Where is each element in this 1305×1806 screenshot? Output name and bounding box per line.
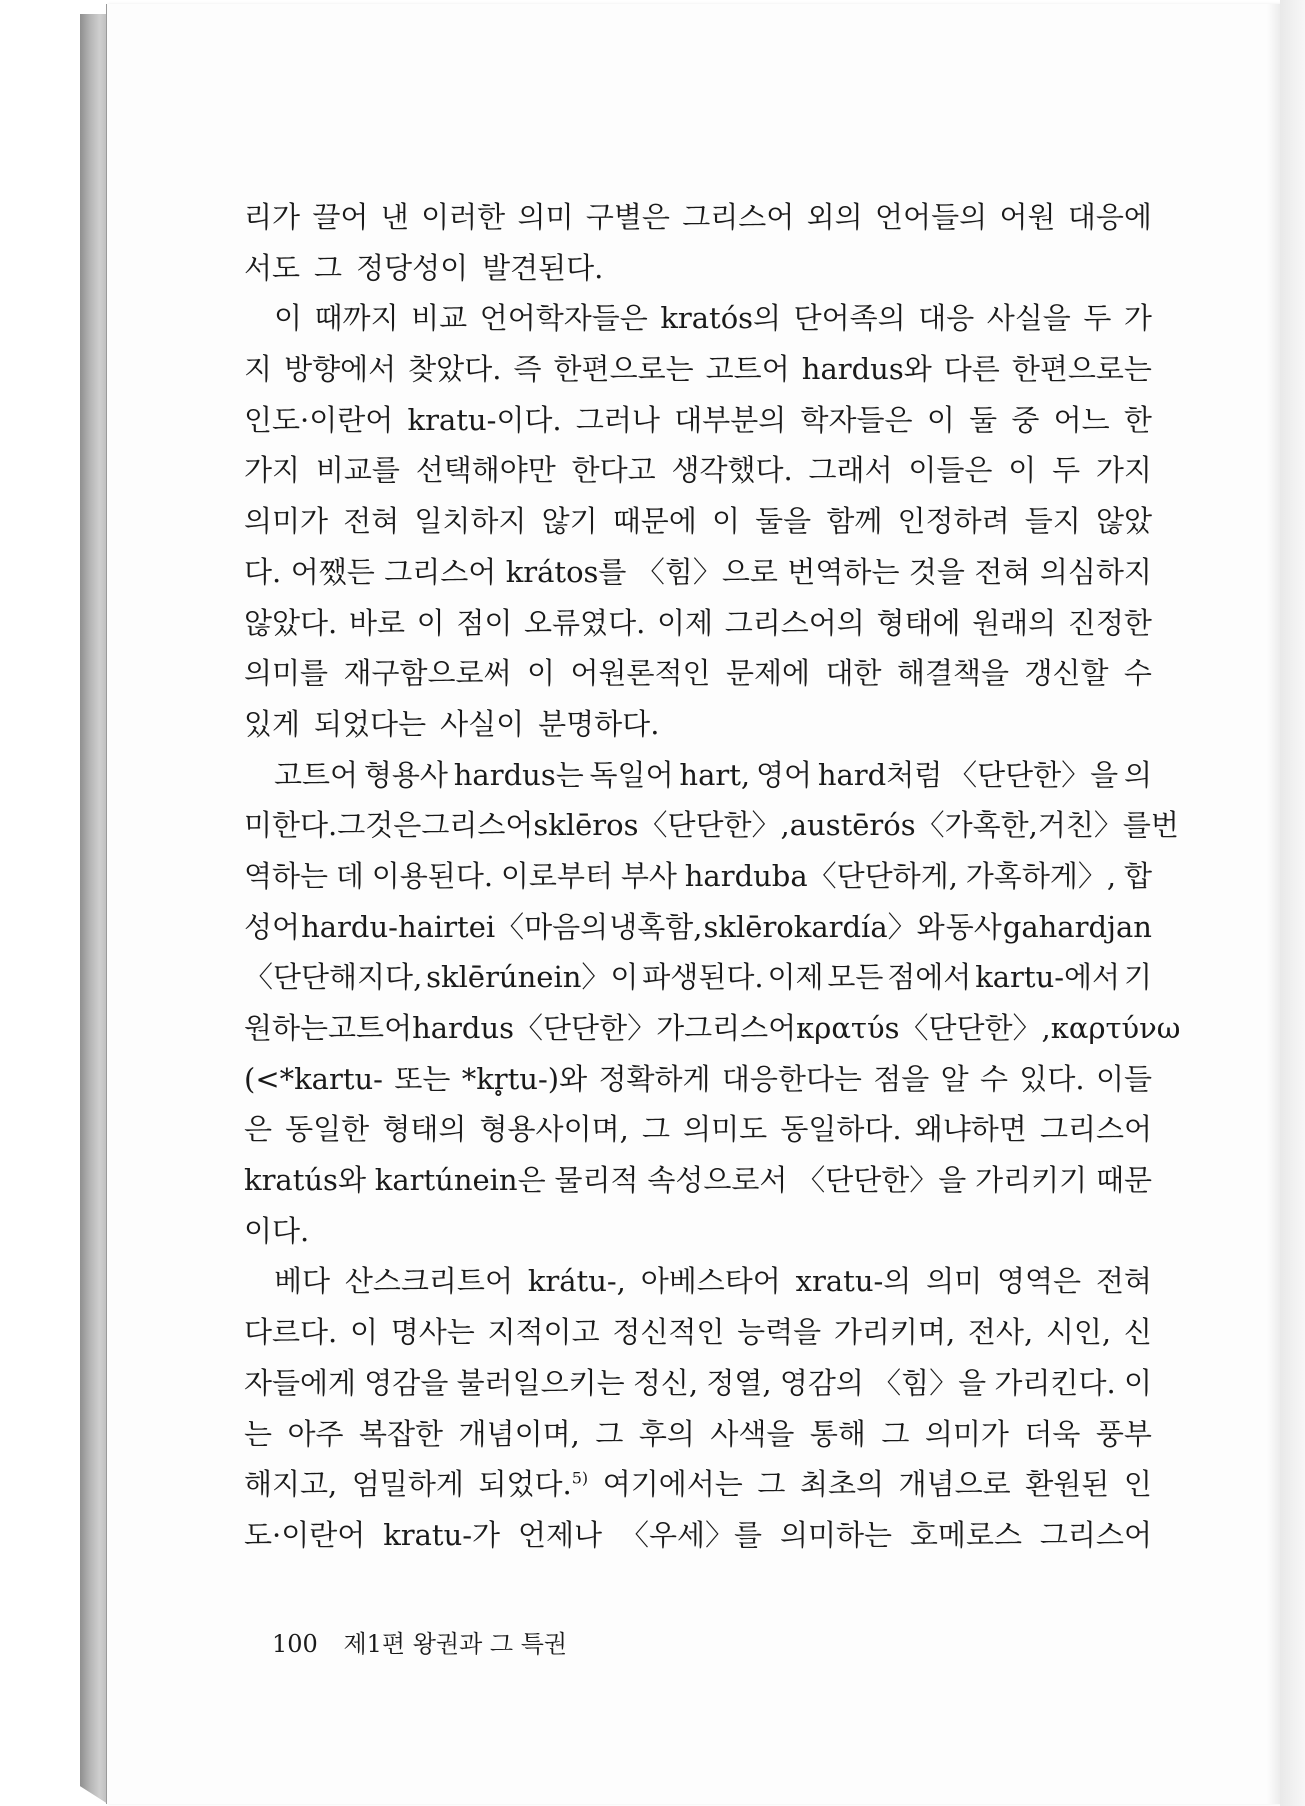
word: 때까지 [314,301,399,336]
word: 의심하지 [1039,554,1152,589]
word: austērós〈가혹한, [789,808,1038,843]
text-line [244,1358,1152,1409]
word: 정확하게 [598,1061,711,1096]
word: 〈단단해지다, [244,960,423,995]
text-line [244,344,1152,395]
text-line [244,1307,1152,1358]
text-line [244,1256,1152,1307]
text-line [244,445,1152,496]
footnote-marker: 5) [571,1468,589,1488]
word: 도·이란어 [244,1517,366,1552]
word: 그리스어 [1039,1517,1152,1552]
word: 그 [641,1112,670,1147]
word: 발견된다. [482,250,604,285]
word: 대응한다는 [721,1061,862,1096]
word: hardu-hairtei〈마음의 [301,909,609,944]
word: kratús와 [244,1163,366,1198]
text-line [244,192,1152,243]
text-line [244,699,1152,750]
page-footer [272,1624,567,1659]
word: 대부분의 [674,402,787,437]
text-line [244,1155,1152,1206]
word: kratu-이다. [407,402,562,437]
word: 의 [1123,757,1152,792]
word: 신 [1123,1315,1152,1350]
word: 한다고 [571,453,656,488]
word: 함께 [826,504,883,539]
word: 사실이 [440,706,525,741]
word: 수 [980,1061,1009,1096]
word: 방향에서 [284,352,397,387]
word: 분명하다. [538,706,660,741]
word: 고트어 [705,352,790,387]
text-line [244,952,1152,1003]
word: 사실을 [986,301,1071,336]
word: 다른 [943,352,1000,387]
word: 낸 [380,200,409,234]
word: 의미가 [924,1416,1009,1451]
word: 다. [244,554,282,589]
word: 둘 [969,402,998,437]
word: 여기에서는 [602,1467,743,1502]
word: hardus〈단단한〉가 [412,1011,685,1045]
book-spine [80,14,108,1804]
word: 것을 [908,554,965,589]
word: 전혀 [974,554,1031,589]
text-line [244,1459,1152,1510]
word: 환원된 [1025,1467,1110,1502]
word: 학자들은 [800,402,913,437]
word: 가지 [1095,453,1152,488]
word: hardus와 [801,352,932,387]
word: 동일한 [285,1112,370,1147]
right-margin [1280,0,1305,1806]
word: 〈힘〉으로 [635,554,778,589]
word: 일치하지 [414,504,527,539]
text-line [244,243,1152,294]
word: 그것은 [337,808,422,843]
text-line [244,395,1152,446]
word: 한 [1123,402,1152,437]
word: 오류였다. [524,605,646,640]
word: 두 [1052,453,1081,488]
text-line [244,1409,1152,1460]
word: 의미하는 [779,1517,892,1552]
page-number: 100 [272,1630,318,1658]
word: 그리스어 [684,1011,797,1045]
word: hardus는 [453,757,584,792]
word: 그 [881,1416,910,1451]
word: kartu-에서 [975,960,1121,995]
word: 않았 [1095,504,1152,539]
word: 들지 [1024,504,1081,539]
word: 번역하는 [787,554,900,589]
word: kratós의 [660,301,782,336]
word: 정신, [632,1365,699,1400]
word: 어원론적인 [570,656,711,691]
word: 합 [1123,858,1152,893]
word: 고트어 [328,1011,413,1045]
word: 풍부 [1095,1416,1152,1451]
word: 복잡한 [359,1416,444,1451]
word: 인도·이란어 [244,402,394,437]
word: 점이 [456,605,513,640]
word: 또는 [394,1061,451,1096]
word: 형용사 [363,757,448,792]
word: 때문에 [612,504,697,539]
word: 점에서 [887,960,972,995]
word: 파생된다. [642,960,764,995]
word: 성어 [244,909,301,944]
word: sklēros〈단단한〉, [533,808,790,843]
word: 다르다. [244,1315,338,1350]
word: 언어학자들은 [479,301,648,336]
text-line [244,800,1179,851]
word: 선택해야만 [415,453,556,488]
body-text [244,192,1181,1561]
word: 해지고, [244,1467,338,1502]
word: 바로 [348,605,405,640]
word: kratu-가 [383,1517,501,1552]
word: 서도 [244,250,301,285]
word: 해결책을 [896,656,1009,691]
word: gahardjan [1002,909,1152,944]
word: 비교를 [315,453,400,488]
word: 되었다는 [314,706,427,741]
word: 외의 [806,200,863,234]
word: κρατύs〈단단한〉, [796,1011,1051,1045]
word: 은 [244,1112,273,1147]
word: 모든 [827,960,884,995]
word: 속성으로서 [647,1163,788,1198]
word: 않기 [541,504,598,539]
word: 개념이며, [458,1416,580,1451]
word: 사색을 [710,1416,795,1451]
word: 부사 [620,858,677,893]
word: 이로부터 [500,858,613,893]
word: 형태에 [876,605,961,640]
word: 개념으로 [898,1467,1011,1502]
word: 이 [1008,453,1037,488]
word: 되었다.$^{5)}$ [478,1467,589,1502]
word: 이들은 [908,453,993,488]
text-line [244,496,1152,547]
word: 있게 [244,706,301,741]
word: 그리스어 [1039,1112,1152,1147]
word: 단어족의 [793,301,906,336]
word: 이제 [767,960,824,995]
word: 고트어 [274,757,359,792]
word: 가리키기 [975,1163,1088,1198]
word: 베다 [274,1264,331,1299]
word: 대응 [918,301,975,336]
word: 이다. [244,1213,310,1248]
word: 어느 [1053,402,1110,437]
word: 원하는 [244,1011,329,1045]
text-line [244,902,1152,953]
word: 이러한 [421,200,506,234]
text-line [244,1510,1152,1561]
word: 찾았다. [408,352,502,387]
text-line [244,1104,1152,1155]
word: 이용된다. [371,858,494,893]
word: 어원 [999,200,1056,234]
word: 지 [244,352,273,387]
text-line [244,1054,1152,1105]
word: 영감의 [779,1365,864,1400]
word: 능력을 [737,1315,822,1350]
word: 번 [1150,808,1179,843]
word: 원래의 [972,605,1057,640]
word: 이 [274,301,303,336]
word: 때문 [1095,1163,1152,1198]
word: 비교 [411,301,468,336]
word: 미한다. [244,808,338,843]
word: 엄밀하게 [351,1467,464,1502]
word: kartúnein은 [374,1163,546,1198]
word: 인 [1123,1467,1152,1502]
word: (<*kartu- [244,1061,383,1096]
word: 시인, [1045,1315,1112,1350]
word: 두 [1083,301,1112,336]
word: 가리키며, [833,1315,956,1350]
word: 이 [527,656,556,691]
word: krátu-, [527,1264,626,1299]
word: 데 [335,858,364,893]
word: 그러나 [575,402,660,437]
word: 독일어 [589,757,674,792]
word: 지적이고 [487,1315,600,1350]
word: 리가 [244,200,301,234]
word: 최초의 [800,1467,885,1502]
text-line [244,547,1152,598]
word: 정열, [706,1365,772,1400]
word: hart, [679,757,751,792]
word: xratu-의 [795,1264,912,1299]
word: 즉 [513,352,542,387]
word: 형태의 [382,1112,467,1147]
word: 동사 [945,909,1002,944]
text-line [244,293,1152,344]
word: 산스크리트어 [344,1264,513,1299]
word: 통해 [809,1416,866,1451]
word: 형용사이며, [479,1112,629,1147]
word: 의미를 [244,656,329,691]
word: 그 [595,1416,624,1451]
word: 그래서 [808,453,893,488]
word: 동일하다. [780,1112,902,1147]
word: 의미도 [683,1112,768,1147]
word: 정신적인 [612,1315,725,1350]
word: harduba〈단단하게, [684,858,958,893]
word: 그 [757,1467,786,1502]
word: 역하는 [244,858,329,893]
text-line [244,750,1152,801]
word: 영역은 [997,1264,1082,1299]
word: 인정하려 [897,504,1010,539]
word: 한편으로는 [553,352,694,387]
word: 수 [1123,656,1152,691]
word: 냉혹함, [609,909,703,944]
word: sklērúnein〉이 [426,960,639,995]
word: 이 [350,1315,379,1350]
word: 언제나 [518,1517,603,1552]
word: 그리스어 [421,808,534,843]
word: sklērokardía〉와 [703,909,945,944]
word: 의미 [517,200,574,234]
word: 전혀 [343,504,400,539]
word: 이 [416,605,445,640]
word: 그 [314,250,343,285]
word: 대응에 [1067,200,1152,234]
word: 언어들의 [875,200,988,234]
word: 호메로스 [909,1517,1022,1552]
word: 가혹하게〉, [965,858,1117,893]
page-edge-shadow [1267,4,1281,1804]
word: 생각했다. [671,453,793,488]
word: 명사는 [390,1315,475,1350]
word: 아주 [287,1416,344,1451]
word: hard처럼 [817,757,943,792]
word: 불러일으키는 [456,1365,625,1400]
word: 기 [1123,960,1152,995]
word: 끌어 [312,200,369,234]
word: 둘을 [755,504,812,539]
word: 이제 [656,605,714,640]
word: 않았다. [244,605,338,640]
word: 있다. [1019,1061,1085,1096]
word: 후의 [638,1416,695,1451]
text-line [244,1206,1152,1257]
word: 그리스어의 [724,605,865,640]
word: καρτύνω [1050,1011,1181,1045]
word: 물리적 [554,1163,639,1198]
word: 이 [1123,1365,1152,1400]
word: 〈단단한〉을 [796,1163,967,1198]
word: 는 [244,1416,273,1451]
word: 한편으로는 [1011,352,1152,387]
word: 영어 [755,757,812,792]
word: 더욱 [1024,1416,1081,1451]
word: 가리킨다. [994,1365,1116,1400]
word: 점을 [873,1061,930,1096]
word: 영감을 [364,1365,449,1400]
word: 알 [940,1061,969,1096]
word: 의미 [926,1264,983,1299]
word: 거친〉를 [1037,808,1151,843]
word: 이들 [1095,1061,1152,1096]
word: 문제에 [725,656,811,691]
word: 진정한 [1067,605,1152,640]
word: 재구함으로써 [343,656,512,691]
word: 아베스타어 [640,1264,781,1299]
word: 전혀 [1095,1264,1152,1299]
word: 갱신할 [1024,656,1109,691]
word: 그리스어 [384,554,497,589]
word: 구별은 [585,200,670,234]
word: 중 [1011,402,1040,437]
running-title: 제1편 왕권과 그 특권 [343,1630,568,1658]
word: 의미가 [244,504,329,539]
word: 〈힘〉을 [872,1365,987,1400]
word: 〈우세〉를 [619,1517,763,1552]
word: 왜냐하면 [914,1112,1027,1147]
word: 정당성이 [356,250,469,285]
word: 이 [926,402,955,437]
word: 전사, [967,1315,1034,1350]
word: krátos를 [505,554,627,589]
text-line [244,1003,1181,1054]
word: 대한 [825,656,882,691]
word: 가지 [244,453,301,488]
text-line [244,598,1152,649]
word: 어쨌든 [290,554,375,589]
text-line [244,851,1152,902]
word: 자들에게 [244,1365,357,1400]
word: *kr̥tu-)와 [461,1061,588,1096]
word: 가 [1123,301,1152,336]
text-line [244,648,1152,699]
word: 그리스어 [682,200,795,234]
word: 이 [712,504,741,539]
word: 〈단단한〉을 [948,757,1119,792]
